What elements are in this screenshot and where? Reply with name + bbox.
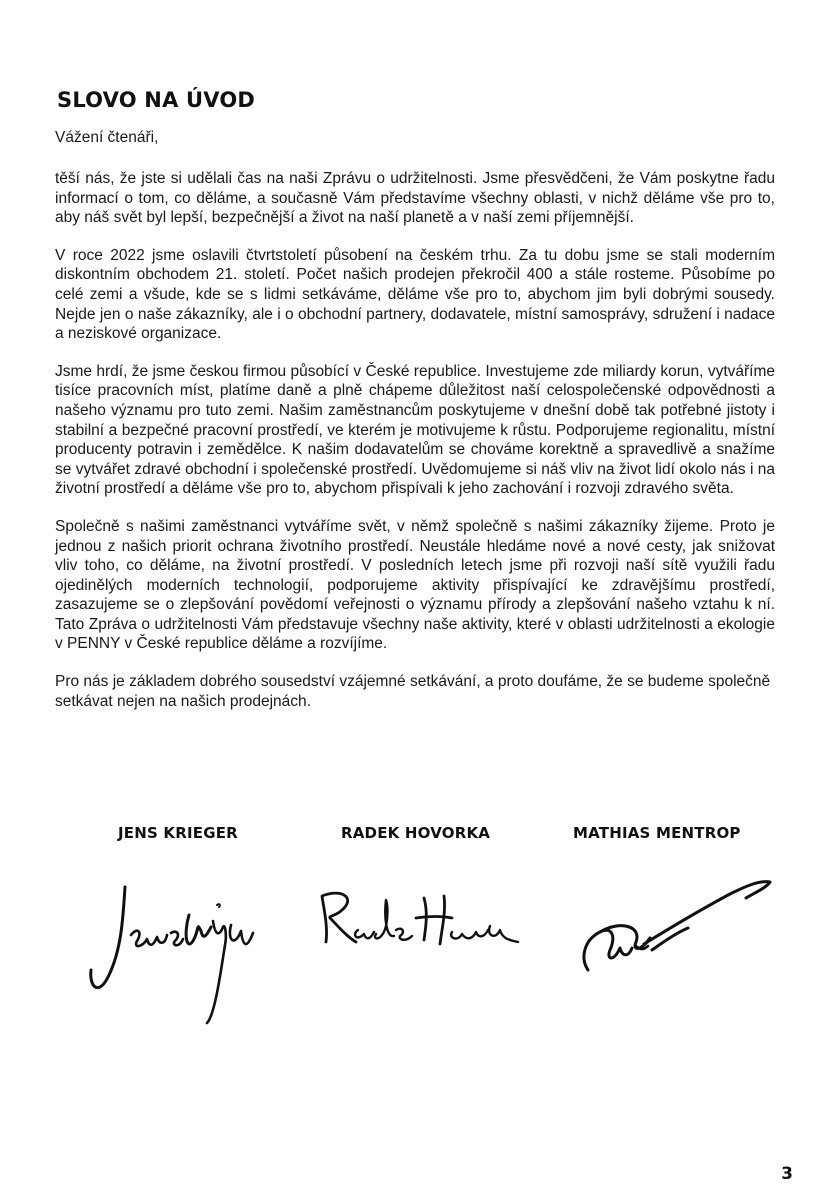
paragraph-anniversary: V roce 2022 jsme oslavili čtvrtstoletí působení na českém trhu. Za tu dobu jsme se stali moderním diskontním obchodem 21. století. Počet našich prodejen překročil 400 a stále rosteme. Působíme po celé zemi a všude, kde se s lidmi setkáváme, děláme vše pro to, abychom jim byli dobrými sousedy. Nejde jen o naše zákazníky, ale i o obchodní partnery, dodavatele, místní samosprávy, sdružení i nadace a neziskové organizace. xyxy=(55,246,775,343)
greeting: Vážení čtenáři, xyxy=(55,129,159,146)
paragraph-closing: Pro nás je základem dobrého sousedství vzájemné setkávání, a proto doufáme, že se budeme společně setkávat nejen na našich prodejnách. xyxy=(55,673,771,710)
signatory-name-krieger: JENS KRIEGER xyxy=(118,824,238,842)
signatory-name-mentrop: MATHIAS MENTROP xyxy=(573,824,741,842)
paragraph-intro: těší nás, že jste si udělali čas na naši Zprávu o udržitelnosti. Jsme přesvědčeni, že Vám poskytne řadu informací o tom, co děláme, a současně Vám představíme všechny oblasti, v nichž děláme vše pro to, aby náš svět byl lepší, bezpečnější a život na naší planetě a v naší zemi příjemnější. xyxy=(55,170,775,227)
page-heading: SLOVO NA ÚVOD xyxy=(57,88,256,112)
letter-body xyxy=(55,127,775,729)
page-number: 3 xyxy=(781,1164,793,1184)
signatory-name-hovorka: RADEK HOVORKA xyxy=(341,824,491,842)
signature-krieger xyxy=(85,875,275,1025)
paragraph-environment: Společně s našimi zaměstnanci vytváříme svět, v němž společně s našimi zákazníky žijeme. Proto je jednou z našich priorit ochrana životního prostředí. Neustále hledáme nové a nové cesty, jak snižovat vliv toho, co děláme, na životní prostředí. V posledních letech jsme při rozvoji naší sítě využili řadu ojedinělých moderních technologií, podporujeme aktivity přispívající ke zdravějšímu prostředí, zasazujeme se o zlepšování povědomí veřejnosti o významu přírody a zlepšování našeho vztahu k ní. Tato Zpráva o udržitelnosti Vám představuje všechny naše aktivity, které v oblasti udržitelnosti a ekologie v PENNY v České republice děláme a rozvíjíme. xyxy=(55,517,775,653)
paragraph-czech-company: Jsme hrdí, že jsme českou firmou působící v České republice. Investujeme zde miliardy korun, vytváříme tisíce pracovních míst, platíme daně a plně chápeme důležitost naší celospolečenské odpovědnosti a našeho významu pro tuto zemi. Našim zaměstnancům poskytujeme v dnešní době tak potřebné jistoty i stabilní a bezpečné pracovní prostředí, ve kterém je motivujeme k růstu. Podporujeme regionalitu, místní producenty potravin i zemědělce. K našim dodavatelům se chováme korektně a spravedlivě a snažíme se vytvářet zdravé obchodní i společenské prostředí. Uvědomujeme si náš vliv na život lidí okolo nás i na životní prostředí a děláme vše pro to, abychom přispívali k jeho zachování i rozvoji zdravého světa. xyxy=(55,362,775,498)
signature-mentrop xyxy=(570,870,785,990)
signature-hovorka xyxy=(312,882,527,962)
